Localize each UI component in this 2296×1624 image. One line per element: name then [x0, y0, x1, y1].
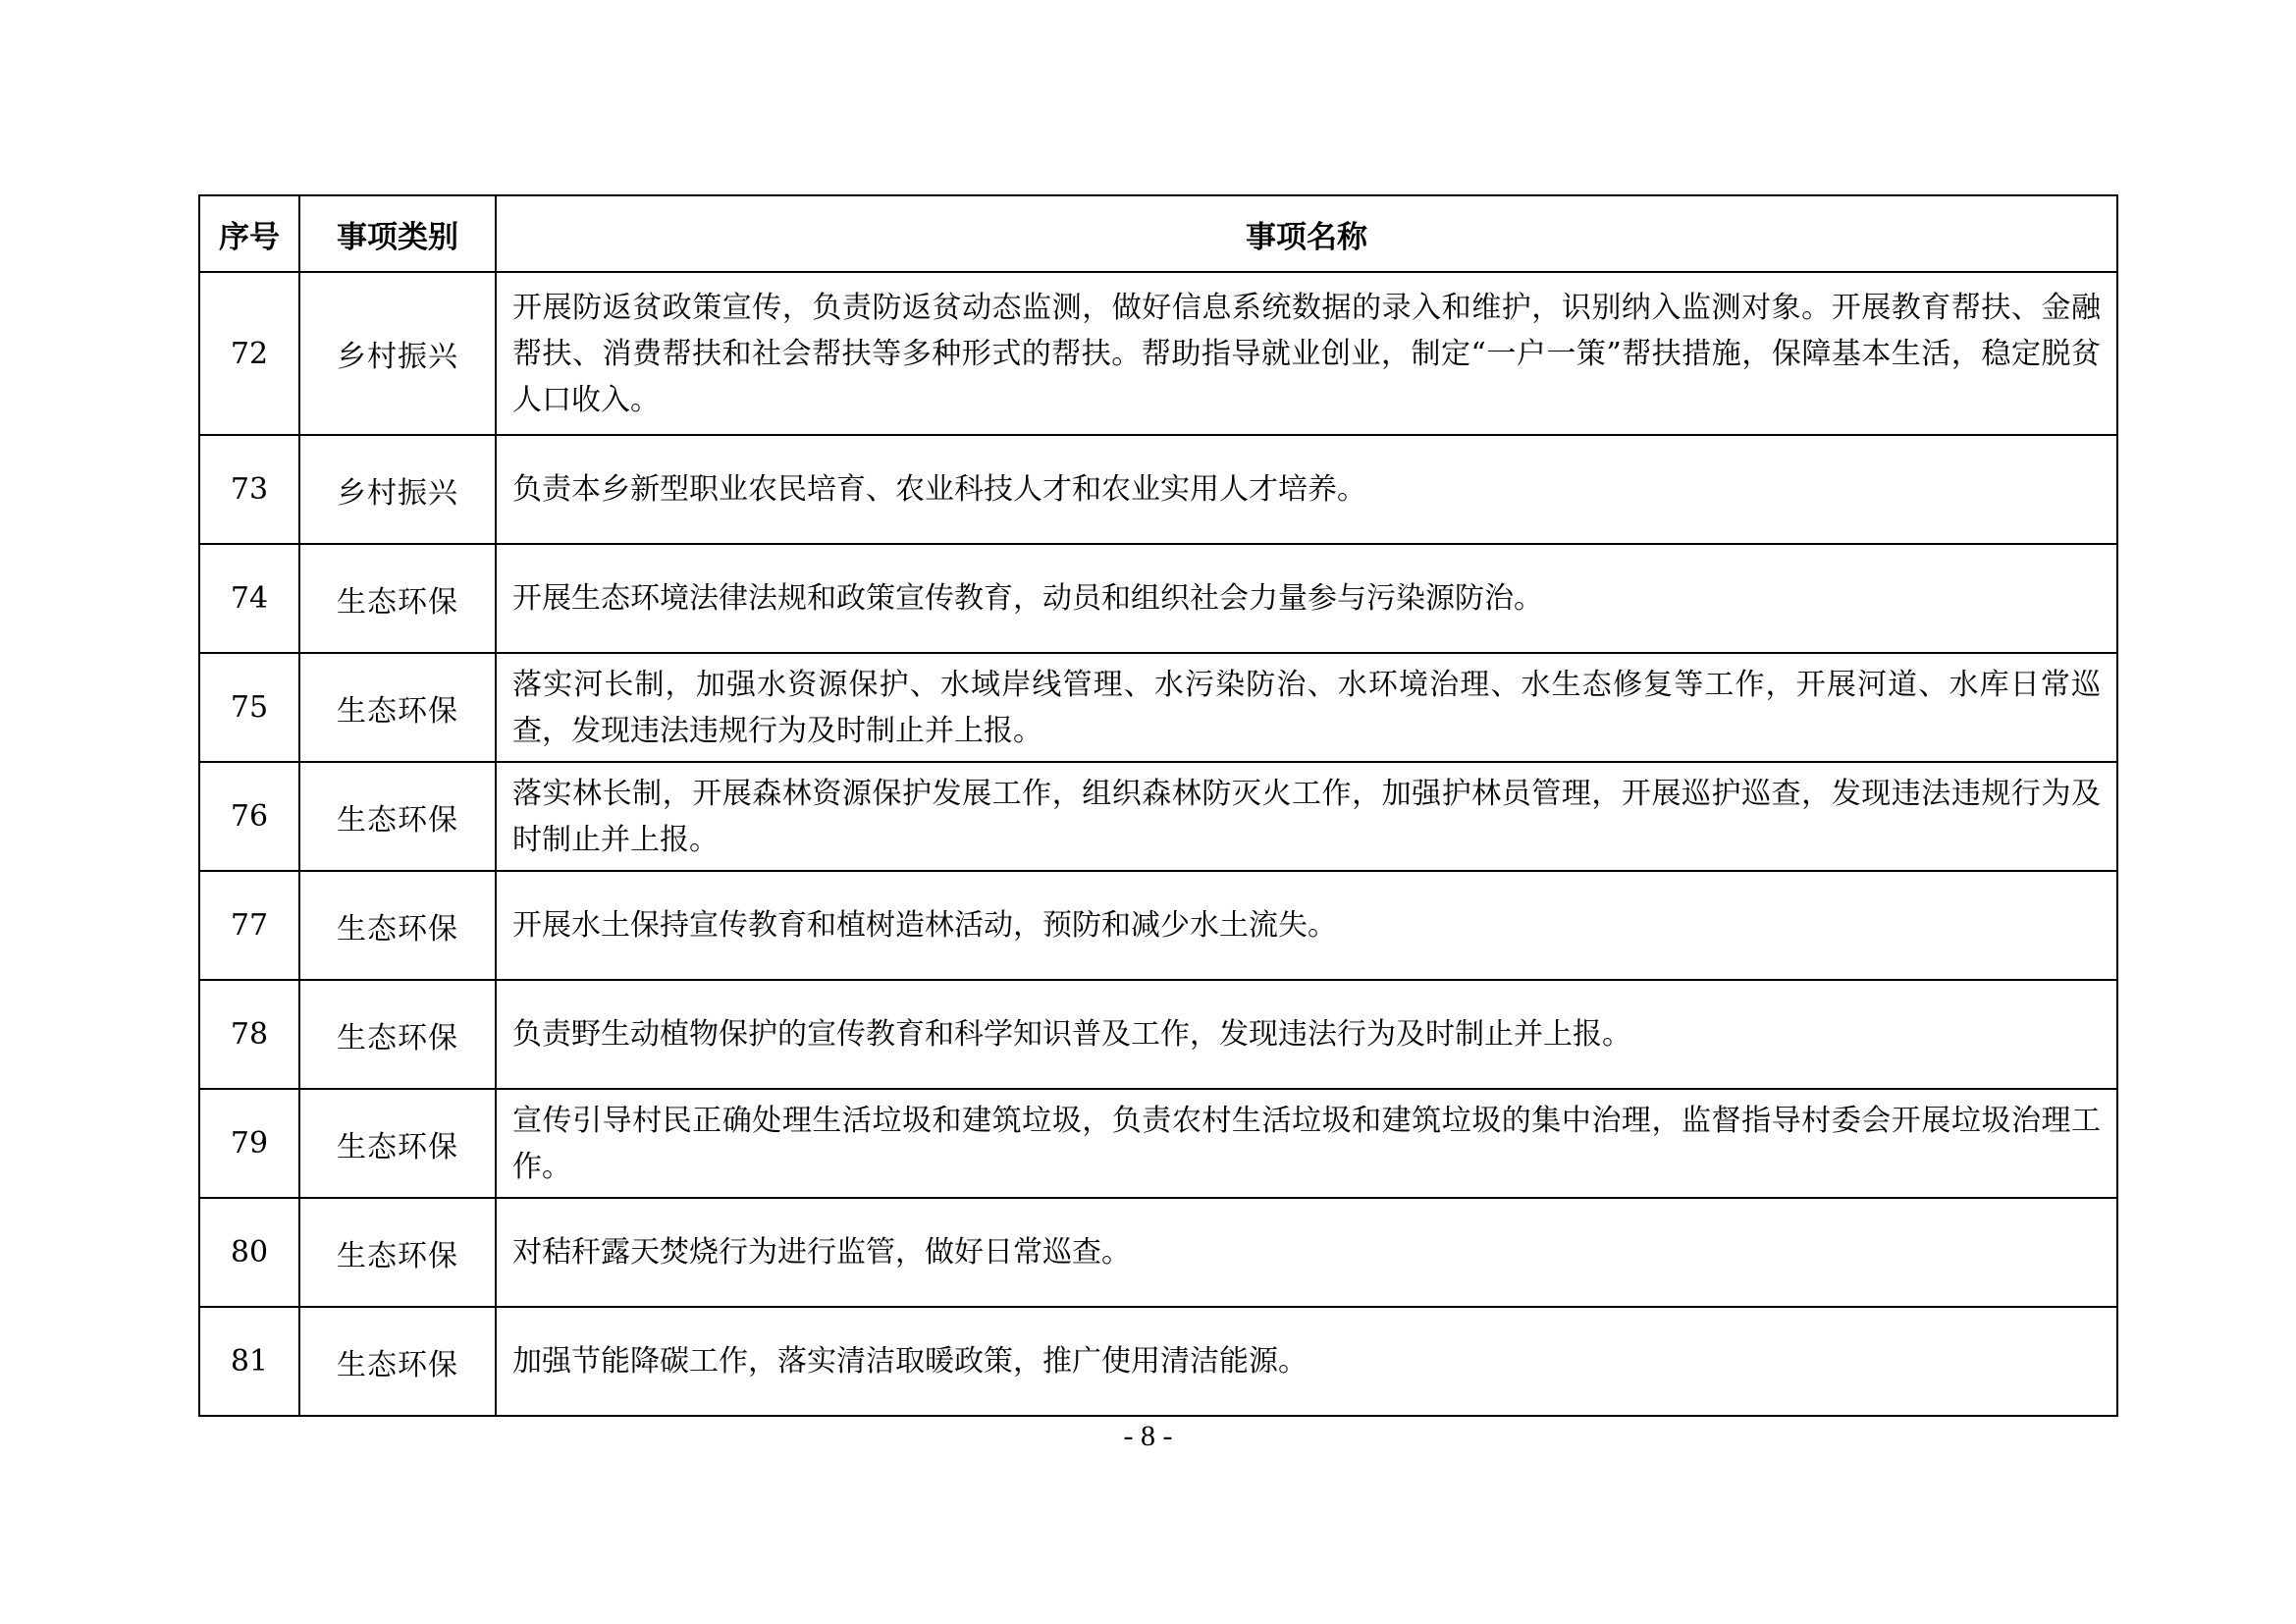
row-serial-number: 77: [199, 871, 299, 980]
row-matter-name: 开展水土保持宣传教育和植树造林活动，预防和减少水土流失。: [496, 871, 2117, 980]
row-category: 生态环保: [299, 1089, 496, 1198]
row-serial-number: 72: [199, 272, 299, 435]
row-category: 生态环保: [299, 980, 496, 1089]
row-matter-name: 对秸秆露天焚烧行为进行监管，做好日常巡查。: [496, 1198, 2117, 1307]
row-category: 生态环保: [299, 544, 496, 653]
table-row: [199, 653, 2117, 762]
row-serial-number: 78: [199, 980, 299, 1089]
table-row: [199, 544, 2117, 653]
header-category: 事项类别: [299, 195, 496, 272]
row-matter-name: 开展生态环境法律法规和政策宣传教育，动员和组织社会力量参与污染源防治。: [496, 544, 2117, 653]
row-matter-name: 加强节能降碳工作，落实清洁取暖政策，推广使用清洁能源。: [496, 1307, 2117, 1416]
row-serial-number: 81: [199, 1307, 299, 1416]
row-category: 生态环保: [299, 762, 496, 871]
header-serial-number: 序号: [199, 195, 299, 272]
header-matter-name: 事项名称: [496, 195, 2117, 272]
table-row: [199, 871, 2117, 980]
row-serial-number: 79: [199, 1089, 299, 1198]
row-matter-name: 负责本乡新型职业农民培育、农业科技人才和农业实用人才培养。: [496, 435, 2117, 544]
table-row: [199, 1089, 2117, 1198]
table-row: [199, 762, 2117, 871]
row-category: 乡村振兴: [299, 435, 496, 544]
row-category: 生态环保: [299, 871, 496, 980]
row-matter-name: 开展防返贫政策宣传，负责防返贫动态监测，做好信息系统数据的录入和维护，识别纳入监测对象。开展教育帮扶、金融帮扶、消费帮扶和社会帮扶等多种形式的帮扶。帮助指导就业创业，制定“一户一策”帮扶措施，保障基本生活，稳定脱贫人口收入。: [496, 272, 2117, 435]
table-row: [199, 980, 2117, 1089]
table-header-row: [199, 195, 2117, 272]
row-category: 生态环保: [299, 653, 496, 762]
page-number: - 8 -: [1123, 1420, 1173, 1452]
table-row: [199, 272, 2117, 435]
row-category: 生态环保: [299, 1198, 496, 1307]
row-matter-name: 落实林长制，开展森林资源保护发展工作，组织森林防灭火工作，加强护林员管理，开展巡护巡查，发现违法违规行为及时制止并上报。: [496, 762, 2117, 871]
row-category: 生态环保: [299, 1307, 496, 1416]
table-row: [199, 1307, 2117, 1416]
row-serial-number: 73: [199, 435, 299, 544]
row-serial-number: 80: [199, 1198, 299, 1307]
row-serial-number: 76: [199, 762, 299, 871]
row-matter-name: 落实河长制，加强水资源保护、水域岸线管理、水污染防治、水环境治理、水生态修复等工作，开展河道、水库日常巡查，发现违法违规行为及时制止并上报。: [496, 653, 2117, 762]
row-serial-number: 74: [199, 544, 299, 653]
row-matter-name: 宣传引导村民正确处理生活垃圾和建筑垃圾，负责农村生活垃圾和建筑垃圾的集中治理，监督指导村委会开展垃圾治理工作。: [496, 1089, 2117, 1198]
row-category: 乡村振兴: [299, 272, 496, 435]
table-row: [199, 435, 2117, 544]
matters-table: [198, 194, 2118, 1417]
row-matter-name: 负责野生动植物保护的宣传教育和科学知识普及工作，发现违法行为及时制止并上报。: [496, 980, 2117, 1089]
row-serial-number: 75: [199, 653, 299, 762]
table-row: [199, 1198, 2117, 1307]
